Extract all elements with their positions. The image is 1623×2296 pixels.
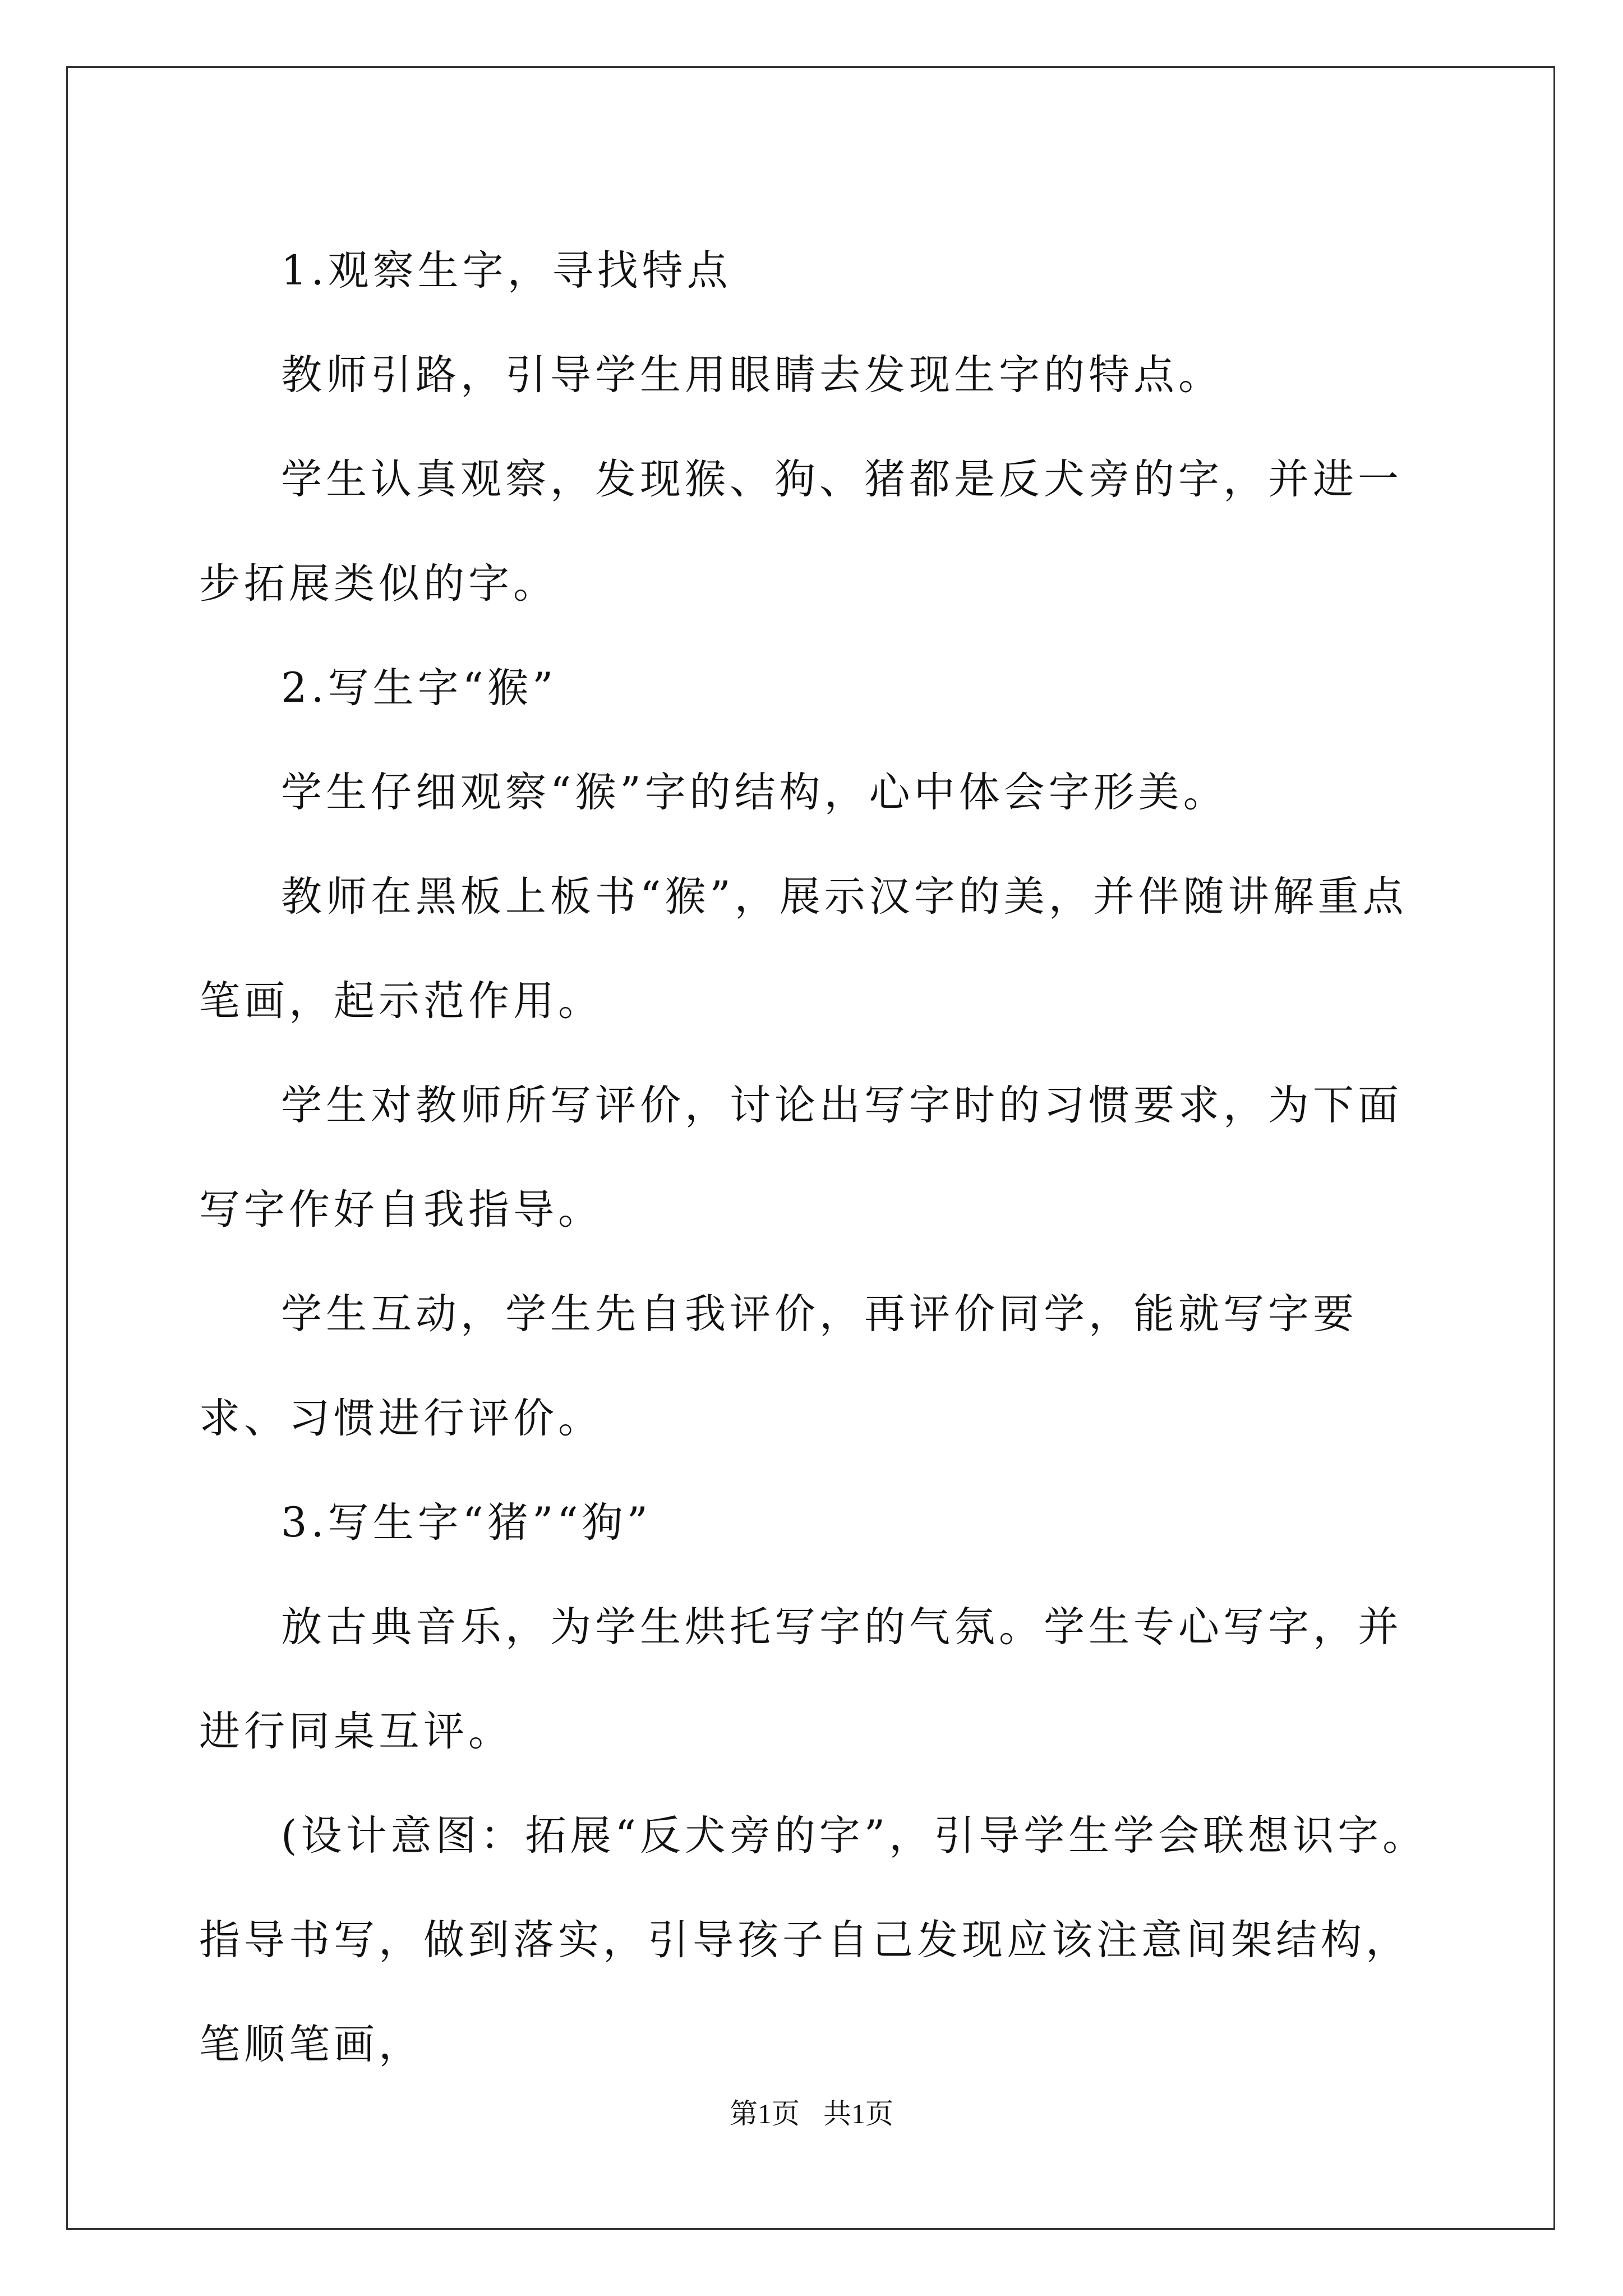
page-number: 第1页 [730,2098,800,2129]
page-footer [0,2097,1623,2131]
paragraph: 学生对教师所写评价，讨论出写字时的习惯要求，为下面写字作好自我指导。 [199,1082,1403,1234]
paragraph-heading-2: 2.写生字“猴” [281,664,557,712]
paragraph: 学生仔细观察“猴”字的结构，心中体会字形美。 [281,769,1228,816]
total-pages: 共1页 [823,2098,893,2129]
paragraph-design-intent: (设计意图：拓展“反犬旁的字”，引导学生学会联想识字。指导书写，做到落实，引导孩子自己发现应该注意间架结构，笔顺笔画， [199,1812,1428,2068]
document-body [199,219,1433,2097]
paragraph: 放古典音乐，为学生烘托写字的气氛。学生专心写字，并进行同桌互评。 [199,1603,1403,1755]
paragraph: 学生认真观察，发现猴、狗、猪都是反犬旁的字，并进一步拓展类似的字。 [199,455,1403,608]
paragraph: 教师引路，引导学生用眼睛去发现生字的特点。 [281,351,1223,399]
paragraph: 教师在黑板上板书“猴”，展示汉字的美，并伴随讲解重点笔画，起示范作用。 [199,873,1408,1025]
paragraph-heading-3: 3.写生字“猪”“狗” [281,1499,652,1547]
paragraph: 学生互动，学生先自我评价，再评价同学，能就写字要求、习惯进行评价。 [199,1290,1358,1442]
paragraph-heading-1: 1.观察生字，寻找特点 [281,247,732,295]
